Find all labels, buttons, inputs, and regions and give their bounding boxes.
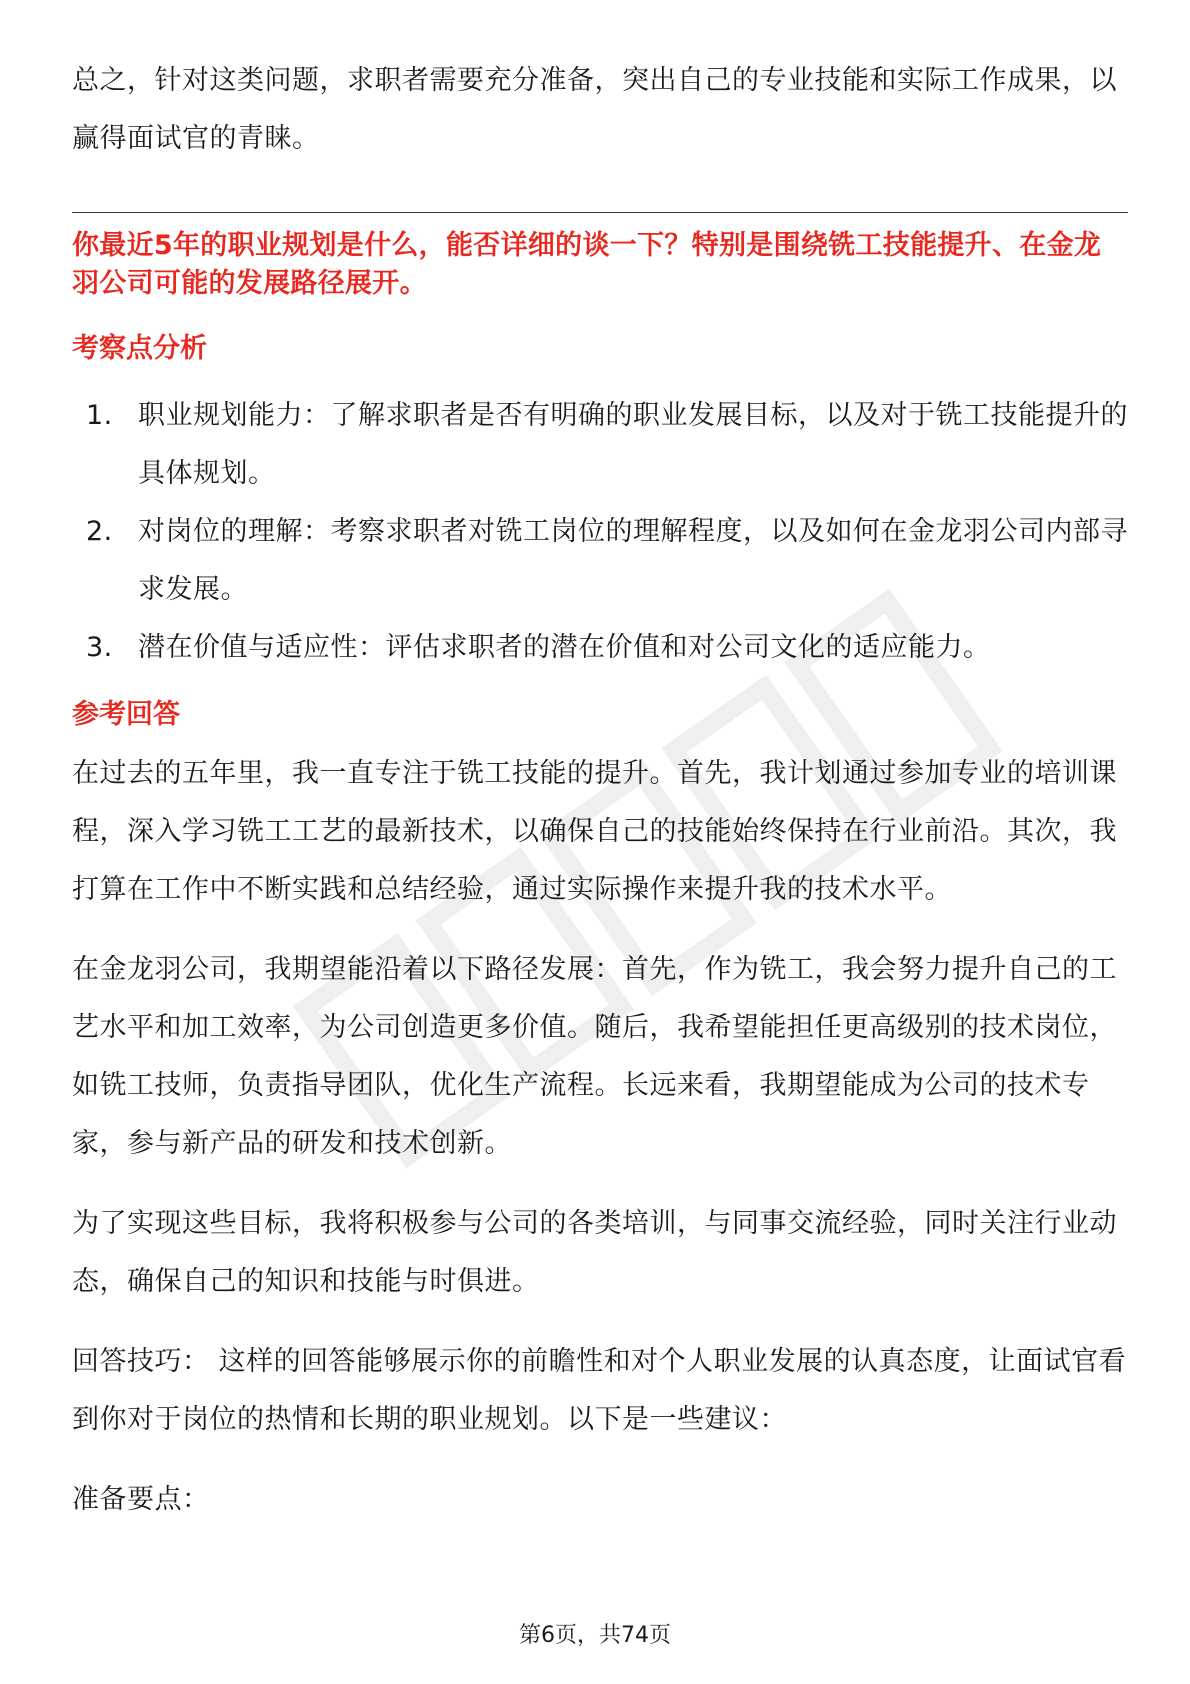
list-text: 对岗位的理解：考察求职者对铣工岗位的理解程度，以及如何在金龙羽公司内部寻求发展。 [138,516,1128,605]
analysis-item [72,619,1128,677]
question-heading: 你最近5年的职业规划是什么，能否详细的谈一下？特别是围绕铣工技能提升、在金龙羽公司可能的发展路径展开。 [72,230,1102,299]
section-divider [72,212,1128,213]
answer-paragraph: 在过去的五年里，我一直专注于铣工技能的提升。首先，我计划通过参加专业的培训课程，深入学习铣工工艺的最新技术，以确保自己的技能始终保持在行业前沿。其次，我打算在工作中不断实践和总结经验，通过实际操作来提升我的技术水平。 [72,758,1117,905]
list-number: 1. [86,400,113,431]
list-number: 2. [86,516,113,547]
preparation-points-label: 准备要点： [72,1484,210,1515]
answer-paragraph: 在金龙羽公司，我期望能沿着以下路径发展：首先，作为铣工，我会努力提升自己的工艺水平和加工效率，为公司创造更多价值。随后，我希望能担任更高级别的技术岗位，如铣工技师，负责指导团队，优化生产流程。长远来看，我期望能成为公司的技术专家，参与新产品的研发和技术创新。 [72,954,1117,1159]
analysis-item [72,503,1128,619]
analysis-list [72,387,1128,677]
analysis-item [72,387,1128,503]
list-number: 3. [86,632,113,663]
list-text: 潜在价值与适应性：评估求职者的潜在价值和对公司文化的适应能力。 [138,632,991,663]
analysis-title: 考察点分析 [72,333,207,364]
page-footer: 第6页，共74页 [519,1623,671,1648]
intro-paragraph: 总之，针对这类问题，求职者需要充分准备，突出自己的专业技能和实际工作成果，以赢得面试官的青睐。 [72,65,1117,154]
answer-paragraph: 为了实现这些目标，我将积极参与公司的各类培训，与同事交流经验，同时关注行业动态，确保自己的知识和技能与时俱进。 [72,1208,1117,1297]
document-page [72,52,1128,1529]
answer-title: 参考回答 [72,699,180,730]
list-text: 职业规划能力：了解求职者是否有明确的职业发展目标，以及对于铣工技能提升的具体规划。 [138,400,1128,489]
answer-tips-paragraph: 回答技巧： 这样的回答能够展示你的前瞻性和对个人职业发展的认真态度，让面试官看到你对于岗位的热情和长期的职业规划。以下是一些建议： [72,1346,1127,1435]
